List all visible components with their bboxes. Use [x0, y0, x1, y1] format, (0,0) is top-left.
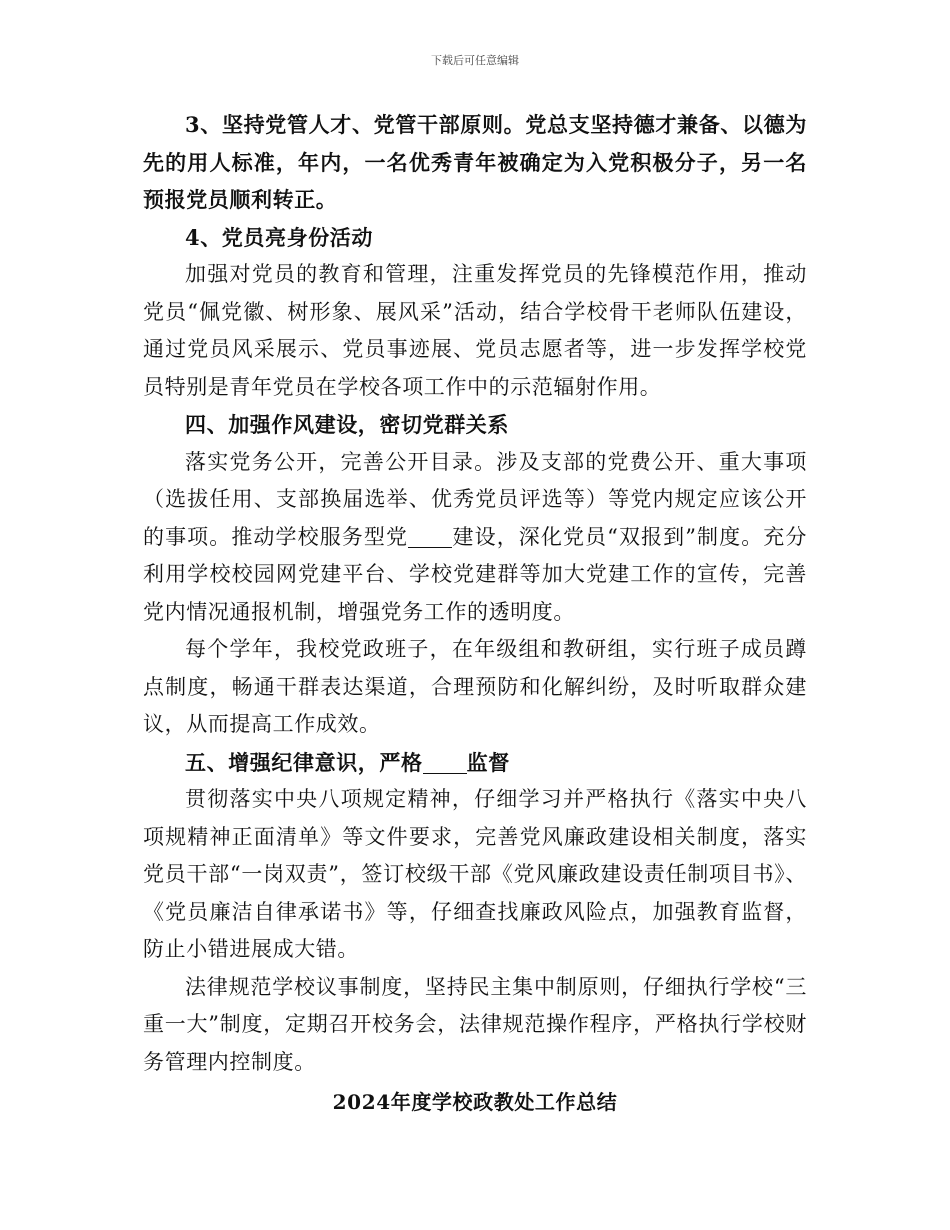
blank-underline [408, 526, 452, 548]
paragraph-party-affairs-open [143, 444, 807, 632]
text-segment: 五、增强纪律意识，严格 [185, 749, 423, 775]
heading-section-four: 四、加强作风建设，密切党群关系 [185, 412, 509, 437]
paragraph-leadership-system: 每个学年，我校党政班子，在年级组和教研组，实行班子成员蹲点制度，畅通干群表达渠道，合理预防和化解纠纷，及时听取群众建议，从而提高工作成效。 [143, 637, 807, 736]
paragraph-party-talent: 3、坚持党管人才、党管干部原则。党总支坚持德才兼备、以德为先的用人标准，年内，一名优秀青年被确定为入党积极分子，另一名预报党员顺利转正。 [143, 112, 807, 212]
paragraph-eight-rules: 贯彻落实中央八项规定精神，仔细学习并严格执行《落实中央八项规精神正面清单》等文件要求，完善党风廉政建设相关制度，落实党员干部“一岗双责”，签订校级干部《党风廉政建设责任制项目书》、《党员廉洁自律承诺书》等，仔细查找廉政风险点，加强教育监督，防止小错进展成大错。 [143, 787, 807, 961]
page-header: 下载后可任意编辑 [431, 54, 519, 67]
text-segment: 监督 [466, 749, 510, 775]
heading-member-identity: 4、党员亮身份活动 [185, 224, 374, 250]
text-segment: 落实党务公开，完善公开目录。涉及支部的党费公开、重大事项（选拔任用、支部换届选举、优秀党员评选等）等党内规定应该公开的事项。推动学校服务型党 [143, 449, 807, 549]
paragraph-rules-regulation: 法律规范学校议事制度，坚持民主集中制原则，仔细执行学校“三重一大”制度，定期召开校务会，法律规范操作程序，严格执行学校财务管理内控制度。 [143, 974, 807, 1074]
next-document-title: 2024年度学校政教处工作总结 [332, 1090, 618, 1114]
paragraph-member-education: 加强对党员的教育和管理，注重发挥党员的先锋模范作用，推动党员“佩党徽、树形象、展风采”活动，结合学校骨干老师队伍建设，通过党员风采展示、党员事迹展、党员志愿者等，进一步发挥学校党员特别是青年党员在学校各项工作中的示范辐射作用。 [143, 262, 807, 399]
document-body [143, 106, 807, 1122]
blank-underline [423, 752, 467, 774]
text-segment: 建设，深化党员“双报到”制度。充分利用学校校园网党建平台、学校党建群等加大党建工作的宣传，完善党内情况通报机制，增强党务工作的透明度。 [143, 524, 807, 624]
heading-section-five [143, 744, 807, 782]
